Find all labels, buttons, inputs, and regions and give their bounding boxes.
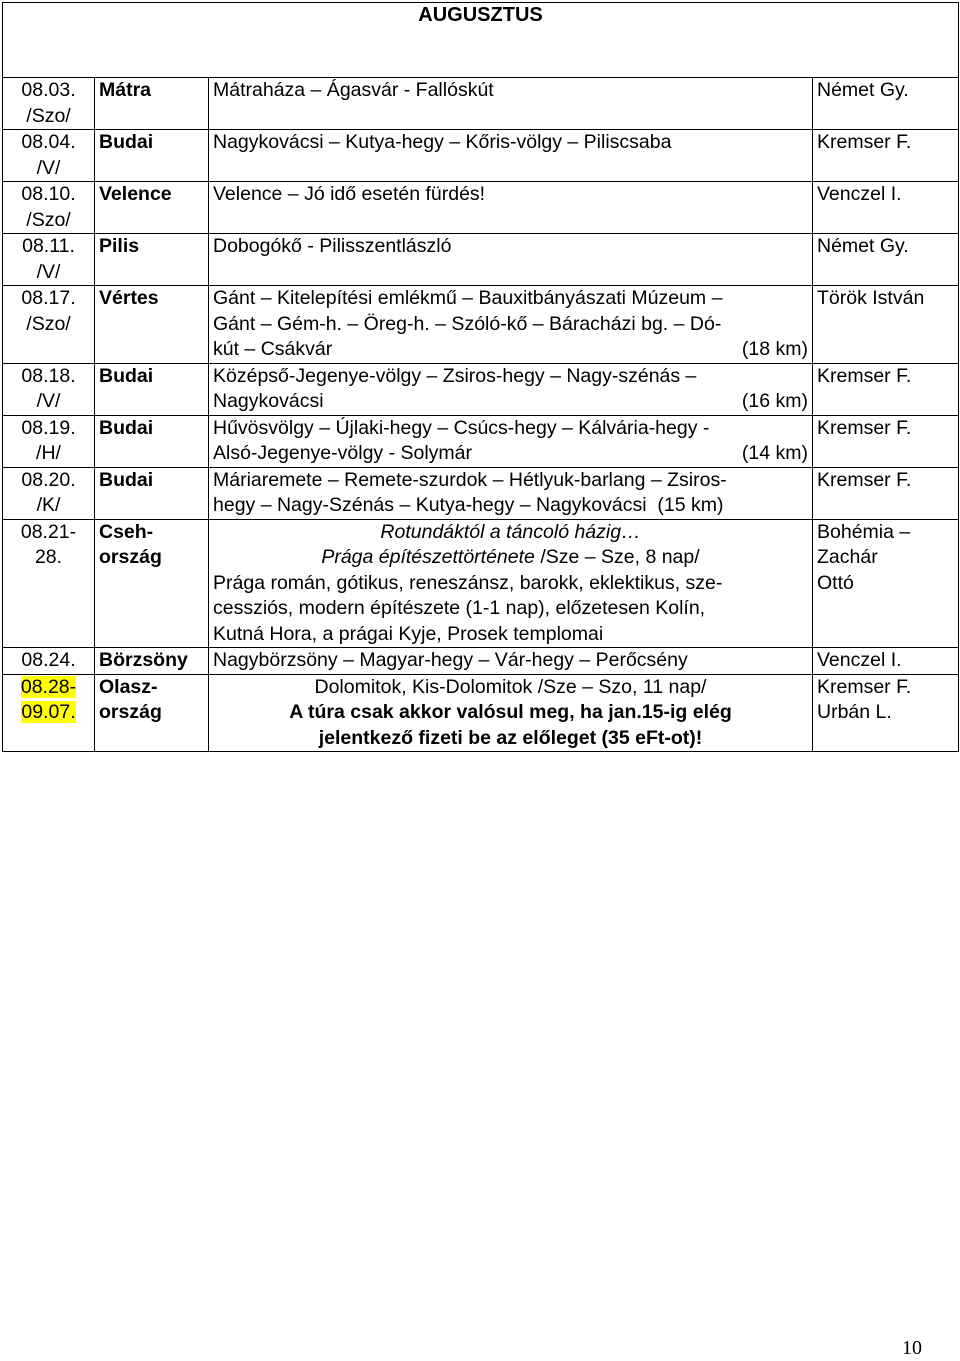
highlighted-date: 09.07. <box>21 701 76 723</box>
leader-cell: Kremser F. <box>813 415 959 467</box>
date-cell: 08.10. /Szo/ <box>3 182 95 234</box>
region-cell: Börzsöny <box>95 648 209 675</box>
table-row <box>3 415 959 467</box>
region-cell: Vértes <box>95 286 209 364</box>
region-cell: Budai <box>95 467 209 519</box>
table-row <box>3 467 959 519</box>
table-row <box>3 363 959 415</box>
route-cell: Dolomitok, Kis-Dolomitok /Sze – Szo, 11 nap/ A túra csak akkor valósul meg, ha jan.15-ig elég jelentkező fizeti be az előleget (35 eFt-ot)! <box>209 674 813 752</box>
region-cell: Cseh- ország <box>95 519 209 648</box>
region-cell: Velence <box>95 182 209 234</box>
leader-cell: Venczel I. <box>813 182 959 234</box>
table-row <box>3 182 959 234</box>
date-cell: 08.24. <box>3 648 95 675</box>
table-row <box>3 234 959 286</box>
distance-label: (14 km) <box>741 442 808 464</box>
route-cell: Gánt – Kitelepítési emlékmű – Bauxitbányászati Múzeum – Gánt – Gém-h. – Öreg-h. – Szóló-kő – Báracházi bg. – Dó- kút – Csákvár (18 km) <box>209 286 813 364</box>
date-cell: 08.03. /Szo/ <box>3 78 95 130</box>
table-row <box>3 130 959 182</box>
warning-note: A túra csak akkor valósul meg, ha jan.15-ig elég <box>289 701 732 723</box>
date-cell: 08.20. /K/ <box>3 467 95 519</box>
date-cell: 08.21- 28. <box>3 519 95 648</box>
distance-label: (15 km) <box>657 494 724 516</box>
route-cell: Mátraháza – Ágasvár - Fallóskút <box>209 78 813 130</box>
region-cell: Pilis <box>95 234 209 286</box>
leader-cell: Kremser F. Urbán L. <box>813 674 959 752</box>
leader-cell: Török István <box>813 286 959 364</box>
route-cell: Hűvösvölgy – Újlaki-hegy – Csúcs-hegy – Kálvária-hegy - Alsó-Jegenye-völgy - Solymár (14 km) <box>209 415 813 467</box>
leader-cell: Német Gy. <box>813 78 959 130</box>
date-cell <box>3 674 95 752</box>
region-cell: Budai <box>95 415 209 467</box>
route-cell: Középső-Jegenye-völgy – Zsiros-hegy – Nagy-szénás – Nagykovácsi (16 km) <box>209 363 813 415</box>
route-cell: Velence – Jó idő esetén fürdés! <box>209 182 813 234</box>
warning-note: jelentkező fizeti be az előleget (35 eFt-ot)! <box>318 726 703 749</box>
route-cell: Dobogókő - Pilisszentlászló <box>209 234 813 286</box>
page-number: 10 <box>902 1337 922 1359</box>
date-cell: 08.04. /V/ <box>3 130 95 182</box>
leader-cell: Német Gy. <box>813 234 959 286</box>
region-cell: Olasz- ország <box>95 674 209 752</box>
route-cell: Nagybörzsöny – Magyar-hegy – Vár-hegy – Perőcsény <box>209 648 813 675</box>
leader-cell: Kremser F. <box>813 363 959 415</box>
date-cell: 08.18. /V/ <box>3 363 95 415</box>
leader-cell: Bohémia – Zachár Ottó <box>813 519 959 648</box>
route-cell: Máriaremete – Remete-szurdok – Hétlyuk-barlang – Zsiros- hegy – Nagy-Szénás – Kutya-hegy – Nagykovácsi (15 km) <box>209 467 813 519</box>
table-row <box>3 286 959 364</box>
table-row <box>3 674 959 752</box>
title-row <box>3 3 959 78</box>
schedule-sheet <box>2 2 958 752</box>
region-cell: Budai <box>95 363 209 415</box>
month-title: AUGUSZTUS <box>3 3 959 78</box>
distance-label: (16 km) <box>741 390 808 412</box>
date-cell: 08.17. /Szo/ <box>3 286 95 364</box>
highlighted-date: 08.28- <box>20 675 77 698</box>
leader-cell: Kremser F. <box>813 467 959 519</box>
leader-cell: Venczel I. <box>813 648 959 675</box>
route-cell: Rotundáktól a táncoló házig… Prága építészettörténete /Sze – Sze, 8 nap/ Prága román, gótikus, reneszánsz, barokk, eklektikus, sze- cessziós, modern építészete (1-1 nap), előzetesen Kolín, Kutná Hora, a prágai Kyje, Prosek templomai <box>209 519 813 648</box>
table-row <box>3 78 959 130</box>
date-cell: 08.11. /V/ <box>3 234 95 286</box>
date-cell: 08.19. /H/ <box>3 415 95 467</box>
table-row <box>3 648 959 675</box>
schedule-table <box>2 2 959 752</box>
route-cell: Nagykovácsi – Kutya-hegy – Kőris-völgy – Piliscsaba <box>209 130 813 182</box>
region-cell: Budai <box>95 130 209 182</box>
distance-label: (18 km) <box>741 338 808 360</box>
region-cell: Mátra <box>95 78 209 130</box>
leader-cell: Kremser F. <box>813 130 959 182</box>
table-row <box>3 519 959 648</box>
